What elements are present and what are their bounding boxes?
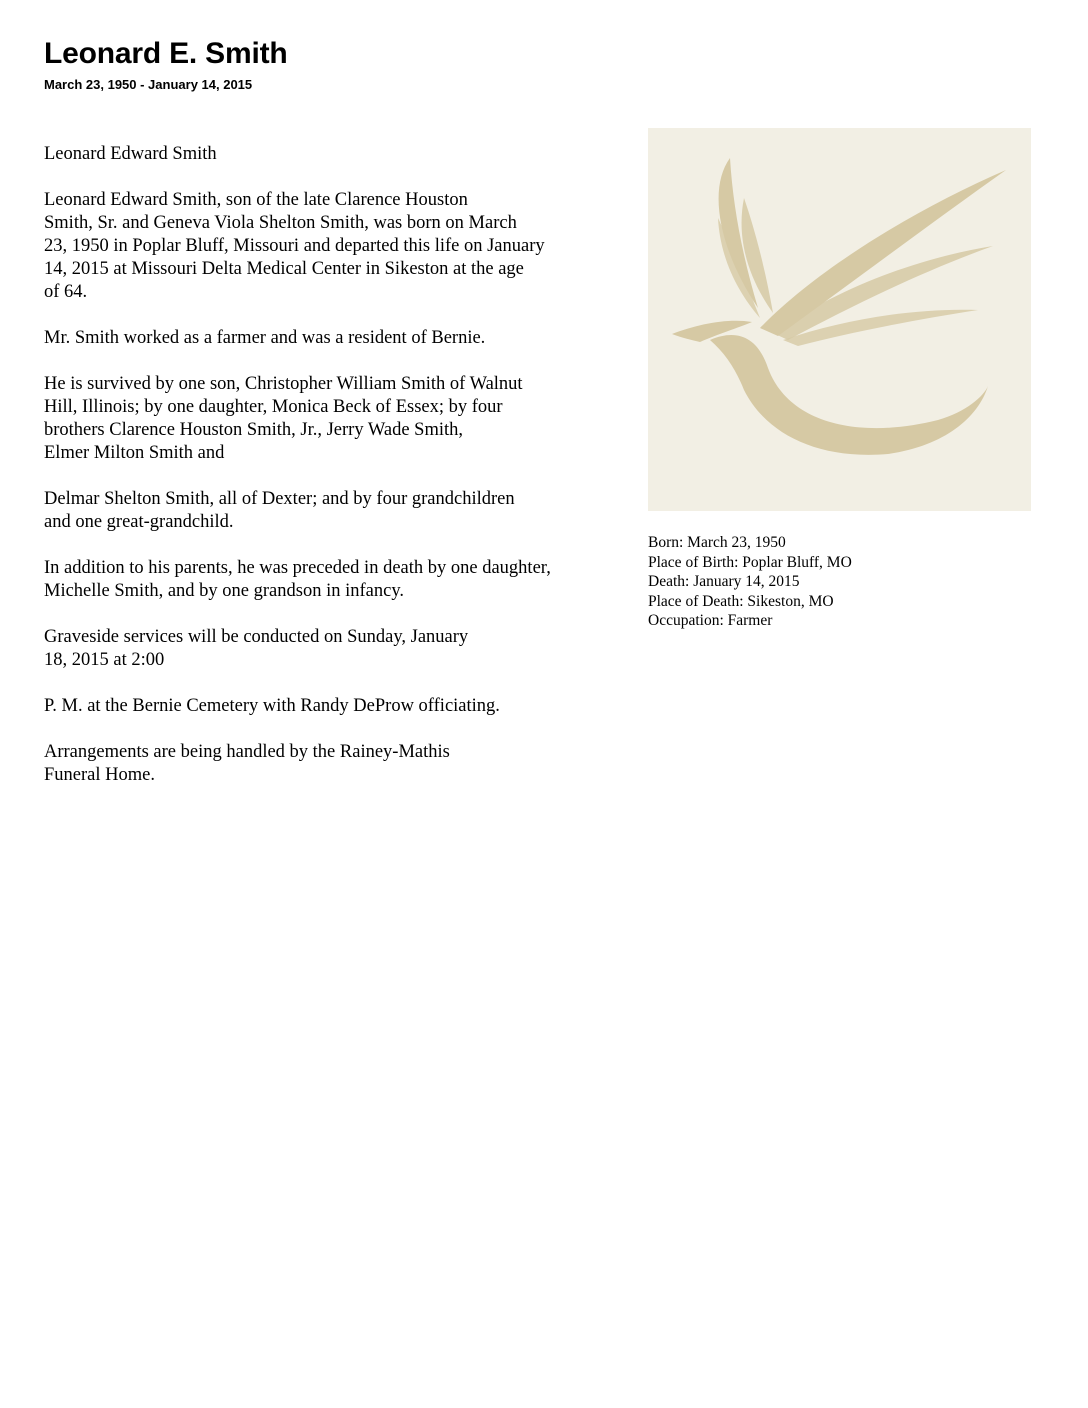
text-line: Delmar Shelton Smith, all of Dexter; and by four grandchildren [44,489,515,509]
text-line: 23, 1950 in Poplar Bluff, Missouri and departed this life on January [44,236,545,256]
text-line: Leonard Edward Smith [44,144,217,164]
paragraph-birth-death [44,189,644,304]
text-line: P. M. at the Bernie Cemetery with Randy DeProw officiating. [44,696,500,716]
paragraph-services-location [44,695,644,718]
text-line: Michelle Smith, and by one grandson in infancy. [44,581,404,601]
paragraph-occupation [44,327,644,350]
fact-born: Born: March 23, 1950 [648,534,786,551]
vital-facts [648,533,1048,631]
fact-death: Death: January 14, 2015 [648,573,800,591]
text-line: of 64. [44,282,88,302]
text-line: 14, 2015 at Missouri Delta Medical Center in Sikeston at the age [44,259,524,279]
fact-occupation: Occupation: Farmer [648,612,773,630]
paragraph-survivors [44,373,644,465]
text-line: Arrangements are being handled by the Rainey-Mathis [44,742,450,762]
paragraph-preceded-in-death [44,557,644,603]
obituary-text [44,143,644,810]
paragraph-survivors-continued [44,488,644,534]
fact-place-of-birth: Place of Birth: Poplar Bluff, MO [648,553,852,571]
text-line: brothers Clarence Houston Smith, Jr., Jerry Wade Smith, [44,420,463,440]
text-line: Graveside services will be conducted on Sunday, January [44,627,469,647]
text-line: Elmer Milton Smith and [44,443,225,463]
fact-place-of-death: Place of Death: Sikeston, MO [648,592,834,610]
text-line: Smith, Sr. and Geneva Viola Shelton Smith, was born on March [44,213,517,233]
text-line: Funeral Home. [44,765,155,785]
memorial-image [648,128,1031,511]
text-line: In addition to his parents, he was preceded in death by one daughter, [44,558,551,578]
text-line: and one great-grandchild. [44,512,234,532]
life-dates: March 23, 1950 - January 14, 2015 [44,77,253,92]
text-line: Leonard Edward Smith, son of the late Clarence Houston [44,190,468,210]
text-line: Hill, Illinois; by one daughter, Monica Beck of Essex; by four [44,397,503,417]
page-title: Leonard E. Smith [44,37,288,70]
text-line: 18, 2015 at 2:00 [44,650,165,670]
dove-icon [648,128,1031,511]
paragraph-heading-name [44,143,644,166]
obituary-header [44,36,644,93]
paragraph-arrangements [44,741,644,787]
text-line: He is survived by one son, Christopher William Smith of Walnut [44,374,523,394]
text-line: Mr. Smith worked as a farmer and was a resident of Bernie. [44,328,486,348]
paragraph-services [44,626,644,672]
